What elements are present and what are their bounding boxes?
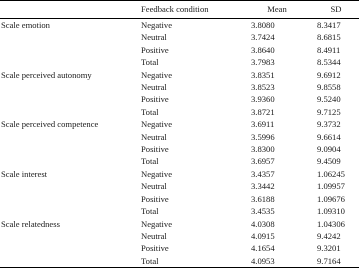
cell-sd: 9.8558 <box>317 82 341 93</box>
cell-mean: 3.8300 <box>251 144 275 155</box>
table-row <box>0 131 359 143</box>
cell-sd: 9.4509 <box>317 156 341 167</box>
cell-mean: 4.0953 <box>251 255 275 266</box>
table-row <box>0 230 359 242</box>
cell-sd: 9.5240 <box>317 94 341 105</box>
cell-scale <box>0 242 141 254</box>
cell-mean: 3.3442 <box>251 181 275 192</box>
cell-mean: 3.8523 <box>251 82 275 93</box>
cell-sd: 9.7125 <box>317 106 341 117</box>
header-sd: SD <box>330 4 342 14</box>
cell-mean: 3.5996 <box>251 131 275 142</box>
cell-sd: 9.4242 <box>317 230 341 241</box>
table-row <box>0 81 359 93</box>
cell-mean: 4.1654 <box>251 243 275 254</box>
cell-mean: 3.8080 <box>251 20 275 30</box>
cell-scale: Scale perceived autonomy <box>1 69 92 80</box>
cell-feedback-condition: Neutral <box>141 230 167 241</box>
cell-feedback-condition: Neutral <box>141 181 167 192</box>
cell-sd: 9.7164 <box>317 255 341 266</box>
cell-sd: 1.09957 <box>317 181 345 192</box>
table-row <box>0 155 359 167</box>
cell-mean: 4.0308 <box>251 218 275 229</box>
cell-scale <box>0 106 141 118</box>
table-row <box>0 218 359 230</box>
cell-scale: Scale interest <box>1 168 48 179</box>
cell-sd: 1.06245 <box>317 168 345 179</box>
cell-feedback-condition: Total <box>141 156 159 167</box>
cell-scale <box>0 93 141 105</box>
table-row <box>0 56 359 68</box>
header-feedback-condition: Feedback condition <box>141 4 209 14</box>
cell-feedback-condition: Neutral <box>141 131 167 142</box>
cell-sd: 9.6614 <box>317 131 341 142</box>
cell-feedback-condition: Total <box>141 255 159 266</box>
table-row <box>0 168 359 180</box>
cell-scale: Scale emotion <box>1 20 50 30</box>
cell-mean: 3.8351 <box>251 69 275 80</box>
cell-mean: 3.6957 <box>251 156 275 167</box>
cell-feedback-condition: Negative <box>141 119 173 130</box>
cell-scale <box>0 205 141 217</box>
cell-scale <box>0 255 141 268</box>
cell-mean: 3.4357 <box>251 168 275 179</box>
table-row <box>0 118 359 130</box>
cell-sd: 9.0904 <box>317 144 341 155</box>
cell-sd: 8.5344 <box>317 57 341 68</box>
table-row <box>0 143 359 155</box>
cell-feedback-condition: Positive <box>141 44 169 55</box>
cell-scale <box>0 44 141 56</box>
cell-mean: 3.8721 <box>251 106 275 117</box>
cell-scale <box>0 155 141 167</box>
cell-scale <box>0 230 141 242</box>
cell-sd: 9.6912 <box>317 69 341 80</box>
cell-feedback-condition: Positive <box>141 144 169 155</box>
cell-scale <box>0 131 141 143</box>
cell-feedback-condition: Negative <box>141 69 173 80</box>
cell-mean: 3.8640 <box>251 44 275 55</box>
cell-feedback-condition: Neutral <box>141 32 167 43</box>
cell-sd: 1.09676 <box>317 193 345 204</box>
table-row <box>0 19 359 32</box>
cell-scale <box>0 143 141 155</box>
cell-feedback-condition: Positive <box>141 193 169 204</box>
table-row <box>0 180 359 192</box>
cell-feedback-condition: Total <box>141 106 159 117</box>
cell-sd: 1.09310 <box>317 206 345 217</box>
cell-feedback-condition: Negative <box>141 218 173 229</box>
cell-feedback-condition: Negative <box>141 20 173 30</box>
table-row <box>0 106 359 118</box>
cell-feedback-condition: Positive <box>141 94 169 105</box>
cell-mean: 3.6188 <box>251 193 275 204</box>
cell-scale <box>0 193 141 205</box>
cell-mean: 3.9360 <box>251 94 275 105</box>
cell-sd: 9.3201 <box>317 243 341 254</box>
cell-mean: 3.7424 <box>251 32 275 43</box>
cell-sd: 8.4911 <box>317 44 341 55</box>
table-row <box>0 31 359 43</box>
cell-scale <box>0 180 141 192</box>
cell-mean: 3.7983 <box>251 57 275 68</box>
cell-scale: Scale perceived competence <box>1 119 99 130</box>
table-row <box>0 205 359 217</box>
cell-sd: 8.3417 <box>317 20 341 30</box>
cell-mean: 3.4535 <box>251 206 275 217</box>
cell-sd: 8.6815 <box>317 32 341 43</box>
cell-scale <box>0 81 141 93</box>
cell-mean: 4.0915 <box>251 230 275 241</box>
cell-sd: 9.3732 <box>317 119 341 130</box>
table-row <box>0 93 359 105</box>
cell-scale <box>0 56 141 68</box>
header-scale <box>0 1 141 19</box>
cell-scale <box>0 31 141 43</box>
table-body <box>0 19 359 268</box>
table-row <box>0 255 359 268</box>
cell-scale: Scale relatedness <box>1 218 60 229</box>
header-row <box>0 1 359 19</box>
cell-feedback-condition: Negative <box>141 168 173 179</box>
cell-feedback-condition: Total <box>141 206 159 217</box>
cell-feedback-condition: Neutral <box>141 82 167 93</box>
header-mean: Mean <box>267 4 287 14</box>
cell-sd: 1.04306 <box>317 218 345 229</box>
cell-mean: 3.6911 <box>251 119 275 130</box>
table-row <box>0 193 359 205</box>
table-row <box>0 44 359 56</box>
cell-feedback-condition: Total <box>141 57 159 68</box>
cell-feedback-condition: Positive <box>141 243 169 254</box>
table-row <box>0 69 359 81</box>
table-row <box>0 242 359 254</box>
